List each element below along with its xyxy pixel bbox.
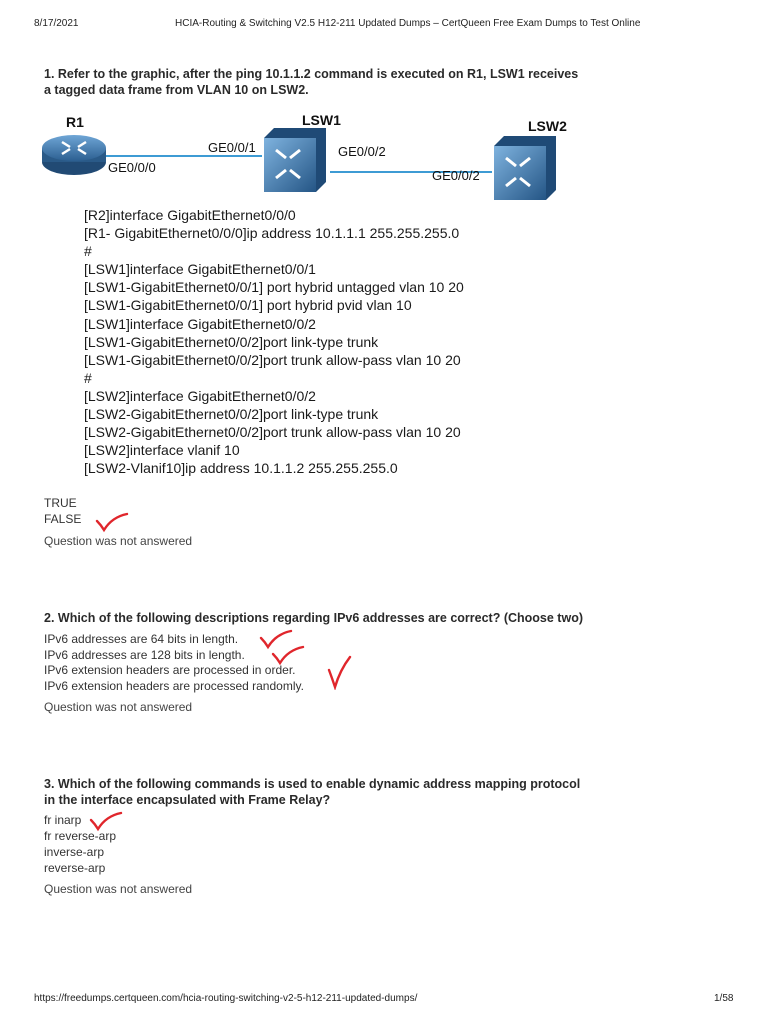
label-r1-port: GE0/0/0 [108,160,156,175]
label-lsw2: LSW2 [528,118,567,134]
footer-page-number: 1/58 [714,993,734,1004]
q3-status: Question was not answered [44,882,193,896]
q3-option-1[interactable]: fr inarp [44,813,82,827]
router-r1-icon [40,132,108,178]
q3-check-mark-icon [88,810,124,832]
q3-option-2[interactable]: fr reverse-arp [44,829,117,843]
question-3-title: 3. Which of the following commands is used to enable dynamic address mapping protocol in the interface encapsulated with Frame Relay? [44,777,581,807]
label-lsw2-port: GE0/0/2 [432,168,480,183]
footer-url[interactable]: https://freedumps.certqueen.com/hcia-routing-switching-v2-5-h12-211-updated-dumps/ [34,993,418,1004]
q1-option-false[interactable]: FALSE [44,512,82,526]
label-lsw1: LSW1 [302,112,341,128]
q3-option-3[interactable]: inverse-arp [44,845,105,859]
header-date: 8/17/2021 [34,18,79,29]
q2-option-4[interactable]: IPv6 extension headers are processed randomly. [44,679,304,693]
q1-option-true[interactable]: TRUE [44,496,77,510]
switch-lsw1-icon [260,126,330,196]
q3-option-4[interactable]: reverse-arp [44,861,106,875]
q1-status: Question was not answered [44,534,193,548]
q2-status: Question was not answered [44,700,193,714]
label-r1: R1 [66,114,84,130]
q2-check-mark-2-icon [270,644,306,666]
label-lsw1-port-b: GE0/0/2 [338,144,386,159]
label-lsw1-port-a: GE0/0/1 [208,140,256,155]
q2-check-mark-3-icon [326,654,356,690]
question-1-title: 1. Refer to the graphic, after the ping 10.1.1.2 command is executed on R1, LSW1 receives a tagged data frame from VLAN 10 on LSW2. [44,67,579,97]
q2-option-1[interactable]: IPv6 addresses are 64 bits in length. [44,632,239,646]
header-title: HCIA-Routing & Switching V2.5 H12-211 Updated Dumps – CertQueen Free Exam Dumps to Test Online [175,18,641,29]
switch-lsw2-icon [490,134,560,204]
question-2-title: 2. Which of the following descriptions regarding IPv6 addresses are correct? (Choose two) [44,611,583,625]
q2-option-3[interactable]: IPv6 extension headers are processed in order. [44,663,296,677]
q1-check-mark-icon [94,511,130,533]
config-listing: [R2]interface GigabitEthernet0/0/0 [R1- GigabitEthernet0/0/0]ip address 10.1.1.1 255.255.255.0 # [LSW1]interface GigabitEthernet0/0/1 [LSW1-GigabitEthernet0/0/1] port hybrid untagged vlan 10 20 [LSW1-GigabitEthernet0/0/1] port hybrid pvid vlan 10 [LSW1]interface GigabitEthernet0/0/2 [LSW1-GigabitEthernet0/0/2]port link-type trunk [LSW1-GigabitEthernet0/0/2]port trunk allow-pass vlan 10 20 # [LSW2]interface GigabitEthernet0/0/2 [LSW2-GigabitEthernet0/0/2]port link-type trunk [LSW2-GigabitEthernet0/0/2]port trunk allow-pass vlan 10 20 [LSW2]interface vlanif 10 [LSW2-Vlanif10]ip address 10.1.1.2 255.255.255.0 [84,207,464,477]
network-diagram [40,112,580,202]
q2-option-2[interactable]: IPv6 addresses are 128 bits in length. [44,648,245,662]
